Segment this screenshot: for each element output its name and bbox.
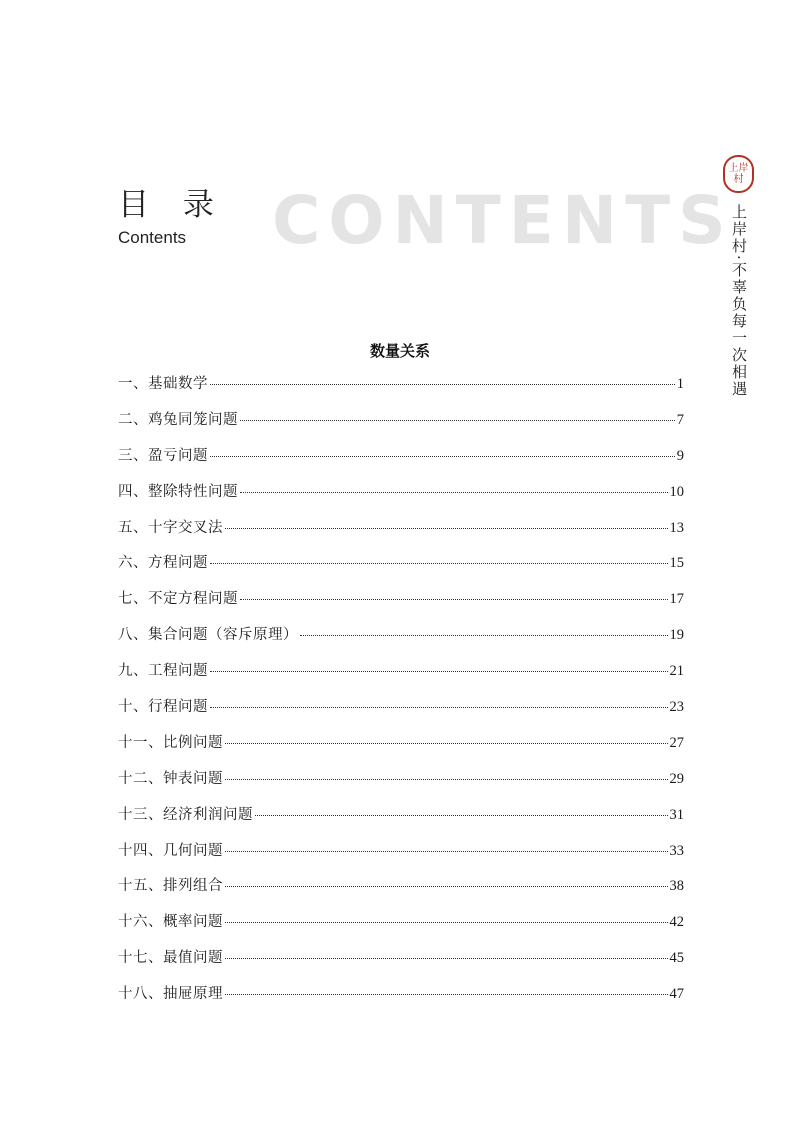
toc-dot-leader	[210, 384, 675, 385]
toc-list	[118, 372, 684, 1018]
toc-entry-label: 六、方程问题	[118, 555, 208, 572]
toc-entry-label: 十二、钟表问题	[118, 770, 223, 787]
toc-entry-label: 十八、抽屉原理	[118, 986, 223, 1003]
toc-entry-page-number: 31	[669, 806, 684, 823]
brand-slogan-vertical: 上岸村·不辜负每一次相遇	[730, 204, 748, 398]
toc-entry[interactable]	[118, 874, 684, 910]
toc-entry[interactable]	[118, 408, 684, 444]
toc-dot-leader	[225, 528, 668, 529]
contents-watermark: CONTENTS	[272, 182, 734, 259]
toc-entry-page-number: 17	[669, 591, 684, 608]
toc-dot-leader	[225, 779, 668, 780]
toc-entry-page-number: 9	[676, 447, 684, 464]
toc-dot-leader	[210, 707, 668, 708]
toc-entry[interactable]	[118, 623, 684, 659]
toc-entry-page-number: 13	[669, 519, 684, 536]
toc-entry[interactable]	[118, 982, 684, 1018]
toc-dot-leader	[255, 815, 668, 816]
toc-entry-page-number: 33	[669, 842, 684, 859]
toc-entry[interactable]	[118, 516, 684, 552]
toc-entry-label: 十五、排列组合	[118, 878, 223, 895]
toc-dot-leader	[210, 563, 668, 564]
toc-entry[interactable]	[118, 587, 684, 623]
toc-dot-leader	[240, 420, 675, 421]
toc-entry[interactable]	[118, 946, 684, 982]
toc-entry[interactable]	[118, 767, 684, 803]
toc-entry-label: 十六、概率问题	[118, 914, 223, 931]
toc-dot-leader	[225, 886, 668, 887]
toc-entry-label: 二、鸡兔同笼问题	[118, 411, 238, 428]
toc-dot-leader	[225, 958, 668, 959]
toc-entry-page-number: 29	[669, 770, 684, 787]
toc-entry-label: 九、工程问题	[118, 663, 208, 680]
toc-entry[interactable]	[118, 910, 684, 946]
seal-text-bottom: 村	[733, 174, 744, 185]
toc-entry[interactable]	[118, 372, 684, 408]
toc-entry[interactable]	[118, 551, 684, 587]
toc-entry[interactable]	[118, 444, 684, 480]
toc-entry-label: 八、集合问题（容斥原理）	[118, 627, 298, 644]
toc-entry-page-number: 21	[669, 663, 684, 680]
toc-dot-leader	[240, 492, 668, 493]
toc-entry-label: 十、行程问题	[118, 699, 208, 716]
toc-dot-leader	[210, 456, 675, 457]
toc-entry-page-number: 23	[669, 699, 684, 716]
toc-entry-page-number: 1	[676, 376, 684, 392]
toc-entry-page-number: 38	[669, 878, 684, 895]
toc-entry-label: 四、整除特性问题	[118, 483, 238, 500]
toc-entry-label: 十三、经济利润问题	[118, 806, 253, 823]
toc-entry-label: 五、十字交叉法	[118, 519, 223, 536]
brand-seal-logo	[723, 155, 754, 193]
seal-text-top: 上岸	[728, 163, 749, 174]
toc-dot-leader	[210, 671, 668, 672]
toc-entry-page-number: 15	[669, 555, 684, 572]
toc-dot-leader	[225, 922, 668, 923]
toc-entry-page-number: 10	[669, 483, 684, 500]
toc-entry[interactable]	[118, 839, 684, 875]
page-title-cn: 目 录	[118, 187, 226, 223]
page-title-en: Contents	[118, 228, 187, 247]
toc-entry[interactable]	[118, 695, 684, 731]
toc-entry-label: 三、盈亏问题	[118, 447, 208, 464]
toc-entry-page-number: 27	[669, 734, 684, 751]
toc-dot-leader	[225, 994, 668, 995]
toc-entry[interactable]	[118, 659, 684, 695]
toc-entry-label: 十一、比例问题	[118, 734, 223, 751]
toc-entry-page-number: 45	[669, 950, 684, 967]
toc-entry-label: 七、不定方程问题	[118, 591, 238, 608]
toc-dot-leader	[225, 743, 668, 744]
toc-entry-label: 十四、几何问题	[118, 842, 223, 859]
section-title: 数量关系	[369, 342, 430, 360]
toc-entry-page-number: 47	[669, 986, 684, 1003]
toc-entry[interactable]	[118, 480, 684, 516]
toc-entry-page-number: 19	[669, 627, 684, 644]
toc-entry-page-number: 42	[669, 914, 684, 931]
toc-dot-leader	[225, 851, 668, 852]
toc-dot-leader	[240, 599, 668, 600]
toc-entry-page-number: 7	[676, 411, 684, 428]
toc-dot-leader	[300, 635, 668, 636]
toc-entry-label: 一、基础数学	[118, 376, 208, 392]
toc-entry-label: 十七、最值问题	[118, 950, 223, 967]
toc-entry[interactable]	[118, 803, 684, 839]
toc-entry[interactable]	[118, 731, 684, 767]
